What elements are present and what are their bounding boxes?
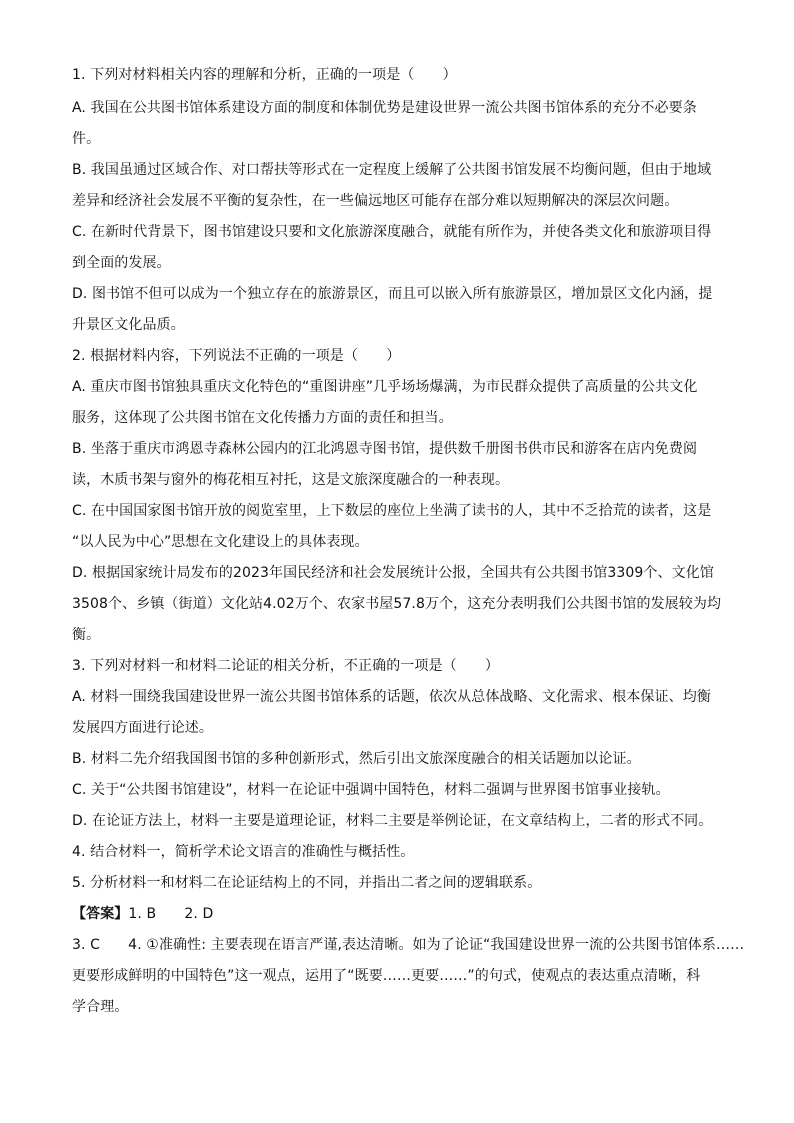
text-line: 差异和经济社会发展不平衡的复杂性，在一些偏远地区可能存在部分难以短期解决的深层次问题。: [72, 193, 679, 209]
text-line: 升景区文化品质。: [72, 317, 185, 333]
text-line: D. 在论证方法上，材料一主要是道理论证，材料二主要是举例论证，在文章结构上，二者的形式不同。: [72, 813, 713, 829]
text-line: 件。: [72, 131, 101, 147]
answer-label: 【答案】: [72, 906, 129, 922]
text-line: 到全面的发展。: [72, 255, 171, 271]
text-line: 衡。: [72, 627, 101, 643]
text-line: D. 根据国家统计局发布的2023年国民经济和社会发展统计公报，全国共有公共图书馆3309个、文化馆: [72, 565, 714, 581]
text-line: C. 在新时代背景下，图书馆建设只要和文化旅游深度融合，就能有所作为，并使各类文化和旅游项目得: [72, 224, 712, 240]
text-line: 3. 下列对材料一和材料二论证的相关分析，不正确的一项是（ ）: [72, 658, 500, 674]
text-line: “以人民为中心”思想在文化建设上的具体表现。: [72, 534, 369, 550]
answer-text-line: 更要形成鲜明的中国特色”这一观点，运用了“既要……更要……”的句式，使观点的表达重点清晰，科: [72, 968, 701, 984]
text-line: 服务，这体现了公共图书馆在文化传播力方面的责任和担当。: [72, 410, 453, 426]
text-line: 1. 下列对材料相关内容的理解和分析，正确的一项是（ ）: [72, 67, 457, 83]
answer-text-line: 3. C 4. ①准确性: 主要表现在语言严谨,表达清晰。如为了论证“我国建设世界一流的公共图书馆体系……: [72, 937, 745, 953]
answer-values: 1. B 2. D: [128, 906, 214, 922]
text-line: 2. 根据材料内容，下列说法不正确的一项是（ ）: [72, 348, 401, 364]
answer-text-line: 学合理。: [72, 999, 129, 1015]
text-line: 读，木质书架与窗外的梅花相互衬托，这是文旅深度融合的一种表现。: [72, 472, 510, 488]
text-line: B. 材料二先介绍我国图书馆的多种创新形式，然后引出文旅深度融合的相关话题加以论证。: [72, 751, 641, 767]
text-line: D. 图书馆不但可以成为一个独立存在的旅游景区，而且可以嵌入所有旅游景区，增加景区文化内涵，提: [72, 286, 713, 302]
text-line: 4. 结合材料一，简析学术论文语言的准确性与概括性。: [72, 844, 415, 860]
text-line: A. 我国在公共图书馆体系建设方面的制度和体制优势是建设世界一流公共图书馆体系的充分不必要条: [72, 100, 697, 116]
text-line: 5. 分析材料一和材料二在论证结构上的不同，并指出二者之间的逻辑联系。: [72, 875, 542, 891]
text-line: 发展四方面进行论述。: [72, 720, 213, 736]
text-line: B. 我国虽通过区域合作、对口帮扶等形式在一定程度上缓解了公共图书馆发展不均衡问题，但由于地域: [72, 162, 712, 178]
text-line: C. 关于“公共图书馆建设”，材料一在论证中强调中国特色，材料二强调与世界图书馆事业接轨。: [72, 782, 670, 798]
text-line: B. 坐落于重庆市鸿恩寺森林公园内的江北鸿恩寺图书馆，提供数千册图书供市民和游客在店内免费阅: [72, 441, 698, 457]
answer-line: [72, 905, 213, 923]
text-line: A. 材料一围绕我国建设世界一流公共图书馆体系的话题，依次从总体战略、文化需求、根本保证、均衡: [72, 689, 711, 705]
text-line: 3508个、乡镇（街道）文化站4.02万个、农家书屋57.8万个，这充分表明我们公共图书馆的发展较为均: [72, 596, 722, 612]
text-line: C. 在中国国家图书馆开放的阅览室里，上下数层的座位上坐满了读书的人，其中不乏拾荒的读者，这是: [72, 503, 712, 519]
text-line: A. 重庆市图书馆独具重庆文化特色的“重图讲座”几乎场场爆满，为市民群众提供了高质量的公共文化: [72, 379, 698, 395]
